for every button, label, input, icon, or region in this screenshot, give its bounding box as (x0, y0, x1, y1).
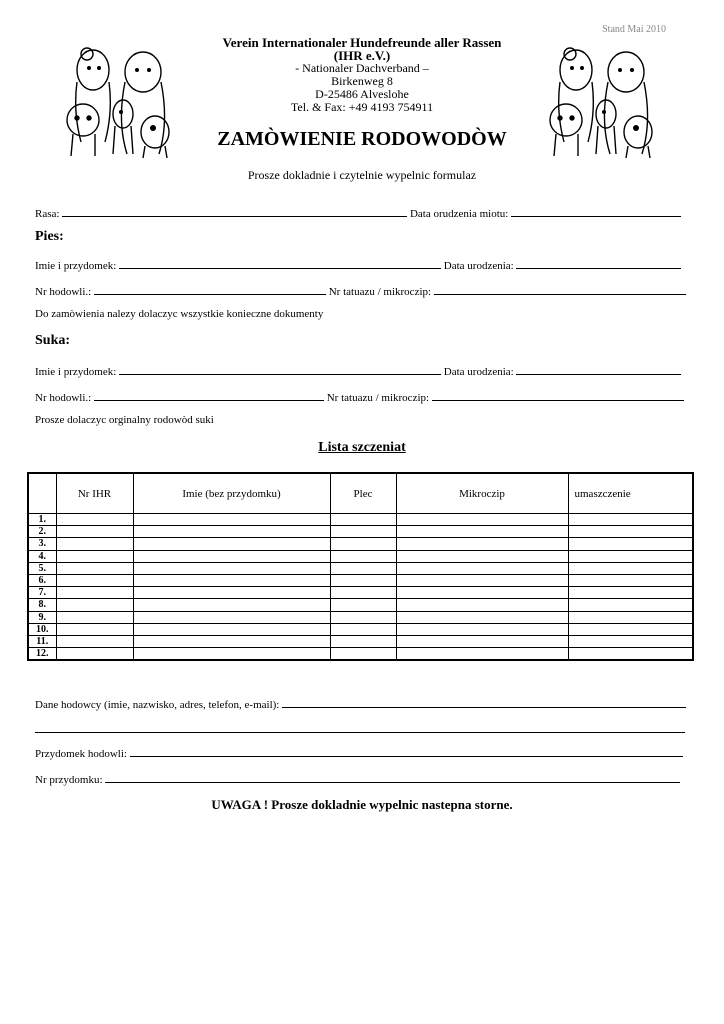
suka-nr-row (35, 390, 684, 404)
page-title: ZAMÒWIENIE RODOWODÒW (217, 128, 507, 150)
row-number: 10. (28, 623, 56, 635)
plec-cell[interactable] (330, 574, 396, 586)
nr-ihr-cell[interactable] (56, 550, 133, 562)
umaszczenie-cell[interactable] (568, 574, 693, 586)
plec-cell[interactable] (330, 599, 396, 611)
suka-heading: Suka: (35, 333, 71, 348)
nr-ihr-cell[interactable] (56, 623, 133, 635)
nr-ihr-cell[interactable] (56, 648, 133, 661)
col-header-umaszczenie: umaszczenie (568, 473, 693, 514)
table-row (28, 623, 693, 635)
umaszczenie-cell[interactable] (568, 587, 693, 599)
mikroczip-cell[interactable] (396, 562, 568, 574)
col-header-mikroczip: Mikroczip (396, 473, 568, 514)
nr-ihr-cell[interactable] (56, 574, 133, 586)
row-number: 1. (28, 514, 56, 526)
nr-ihr-cell[interactable] (56, 635, 133, 647)
nr-przydomku-field[interactable] (105, 772, 680, 783)
suka-nr-tat-label: Nr tatuazu / mikroczip: (326, 392, 430, 404)
mikroczip-cell[interactable] (396, 623, 568, 635)
imie-cell[interactable] (133, 599, 330, 611)
pies-nr-hod-label: Nr hodowli.: (35, 286, 92, 298)
imie-cell[interactable] (133, 538, 330, 550)
umaszczenie-cell[interactable] (568, 526, 693, 538)
umaszczenie-cell[interactable] (568, 623, 693, 635)
pies-data-label: Data urodzenia: (443, 260, 514, 272)
imie-cell[interactable] (133, 623, 330, 635)
mikroczip-cell[interactable] (396, 526, 568, 538)
imie-cell[interactable] (133, 526, 330, 538)
przydomek-label: Przydomek hodowli: (35, 748, 127, 760)
pies-nr-hod-field[interactable] (94, 284, 326, 295)
mikroczip-cell[interactable] (396, 574, 568, 586)
pies-imie-label: Imie i przydomek: (35, 260, 117, 272)
rasa-row (35, 206, 681, 220)
mikroczip-cell[interactable] (396, 550, 568, 562)
row-number: 6. (28, 574, 56, 586)
table-row (28, 599, 693, 611)
suka-nr-hod-field[interactable] (94, 390, 324, 401)
mikroczip-cell[interactable] (396, 635, 568, 647)
table-row (28, 635, 693, 647)
przydomek-row (35, 746, 683, 760)
pies-imie-row (35, 258, 681, 272)
plec-cell[interactable] (330, 550, 396, 562)
umaszczenie-cell[interactable] (568, 635, 693, 647)
table-row (28, 550, 693, 562)
table-row (28, 587, 693, 599)
row-number: 5. (28, 562, 56, 574)
imie-cell[interactable] (133, 574, 330, 586)
plec-cell[interactable] (330, 623, 396, 635)
plec-cell[interactable] (330, 514, 396, 526)
suka-imie-label: Imie i przydomek: (35, 366, 117, 378)
row-number: 4. (28, 550, 56, 562)
row-number: 9. (28, 611, 56, 623)
table-row (28, 648, 693, 661)
row-number: 3. (28, 538, 56, 550)
table-row (28, 514, 693, 526)
imie-cell[interactable] (133, 587, 330, 599)
org-city: D-25486 Alveslohe (315, 87, 409, 101)
org-phone: Tel. & Fax: +49 4193 754911 (290, 100, 434, 114)
table-header-row (28, 473, 693, 514)
plec-cell[interactable] (330, 635, 396, 647)
table-row (28, 574, 693, 586)
uwaga-note: UWAGA ! Prosze dokladnie wypelnic nastepna storne. (211, 797, 513, 812)
pies-note: Do zamòwienia nalezy dolaczyc wszystkie konieczne dokumenty (35, 308, 324, 320)
row-number: 12. (28, 648, 56, 661)
data-miotu-label: Data orudzenia miotu: (409, 208, 509, 220)
imie-cell[interactable] (133, 514, 330, 526)
row-number: 2. (28, 526, 56, 538)
suka-data-label: Data urodzenia: (443, 366, 514, 378)
mikroczip-cell[interactable] (396, 538, 568, 550)
umaszczenie-cell[interactable] (568, 611, 693, 623)
col-header-nr-ihr: Nr IHR (56, 473, 133, 514)
lista-heading (0, 440, 724, 456)
org-header (0, 36, 724, 114)
table-row (28, 526, 693, 538)
umaszczenie-cell[interactable] (568, 648, 693, 661)
umaszczenie-cell[interactable] (568, 514, 693, 526)
pies-nr-row (35, 284, 686, 298)
dane-field[interactable] (282, 697, 686, 708)
col-header-num (28, 473, 56, 514)
imie-cell[interactable] (133, 648, 330, 661)
pies-nr-tat-field[interactable] (434, 284, 686, 295)
umaszczenie-cell[interactable] (568, 562, 693, 574)
nr-ihr-cell[interactable] (56, 538, 133, 550)
row-number: 8. (28, 599, 56, 611)
col-header-imie: Imie (bez przydomku) (133, 473, 330, 514)
imie-cell[interactable] (133, 635, 330, 647)
imie-cell[interactable] (133, 550, 330, 562)
nr-ihr-cell[interactable] (56, 587, 133, 599)
rasa-label: Rasa: (35, 208, 60, 220)
rasa-field[interactable] (62, 206, 407, 217)
suka-nr-tat-field[interactable] (432, 390, 684, 401)
plec-cell[interactable] (330, 587, 396, 599)
umaszczenie-cell[interactable] (568, 538, 693, 550)
suka-note: Prosze dolaczyc orginalny rodowòd suki (35, 414, 214, 426)
przydomek-field[interactable] (130, 746, 683, 757)
plec-cell[interactable] (330, 526, 396, 538)
umaszczenie-cell[interactable] (568, 550, 693, 562)
imie-cell[interactable] (133, 611, 330, 623)
plec-cell[interactable] (330, 538, 396, 550)
nr-ihr-cell[interactable] (56, 599, 133, 611)
org-street: Birkenweg 8 (331, 74, 393, 88)
intro-text: Prosze dokladnie i czytelnie wypelnic formulaz (247, 168, 477, 182)
plec-cell[interactable] (330, 562, 396, 574)
data-miotu-field[interactable] (511, 206, 681, 217)
col-header-plec: Plec (330, 473, 396, 514)
org-name: Verein Internationaler Hundefreunde aller Rassen (222, 35, 502, 50)
table-row (28, 538, 693, 550)
nr-przydomku-label: Nr przydomku: (35, 774, 103, 786)
plec-cell[interactable] (330, 648, 396, 661)
umaszczenie-cell[interactable] (568, 599, 693, 611)
pies-heading: Pies: (35, 229, 64, 244)
org-sub: - Nationaler Dachverband – (295, 61, 429, 75)
imie-cell[interactable] (133, 562, 330, 574)
suka-imie-field[interactable] (119, 364, 441, 375)
pies-nr-tat-label: Nr tatuazu / mikroczip: (328, 286, 432, 298)
table-row (28, 562, 693, 574)
mikroczip-cell[interactable] (396, 648, 568, 661)
mikroczip-cell[interactable] (396, 599, 568, 611)
dane-field-line2[interactable] (35, 732, 685, 733)
nr-ihr-cell[interactable] (56, 562, 133, 574)
nr-ihr-cell[interactable] (56, 526, 133, 538)
pies-imie-field[interactable] (119, 258, 441, 269)
nr-przydomku-row (35, 772, 680, 786)
table-row (28, 611, 693, 623)
nr-ihr-cell[interactable] (56, 611, 133, 623)
suka-data-field[interactable] (516, 364, 681, 375)
suka-nr-hod-label: Nr hodowli.: (35, 392, 92, 404)
dane-label: Dane hodowcy (imie, nazwisko, adres, telefon, e-mail): (35, 699, 280, 711)
nr-ihr-cell[interactable] (56, 514, 133, 526)
row-number: 7. (28, 587, 56, 599)
plec-cell[interactable] (330, 611, 396, 623)
mikroczip-cell[interactable] (396, 611, 568, 623)
lista-heading-text: Lista szczeniat (318, 440, 406, 455)
stand-date: Stand Mai 2010 (602, 24, 666, 35)
suka-imie-row (35, 364, 681, 378)
org-abbr: (IHR e.V.) (333, 48, 391, 63)
mikroczip-cell[interactable] (396, 514, 568, 526)
pies-data-field[interactable] (516, 258, 681, 269)
mikroczip-cell[interactable] (396, 587, 568, 599)
row-number: 11. (28, 635, 56, 647)
dane-row (35, 697, 686, 711)
puppies-table (27, 472, 694, 661)
